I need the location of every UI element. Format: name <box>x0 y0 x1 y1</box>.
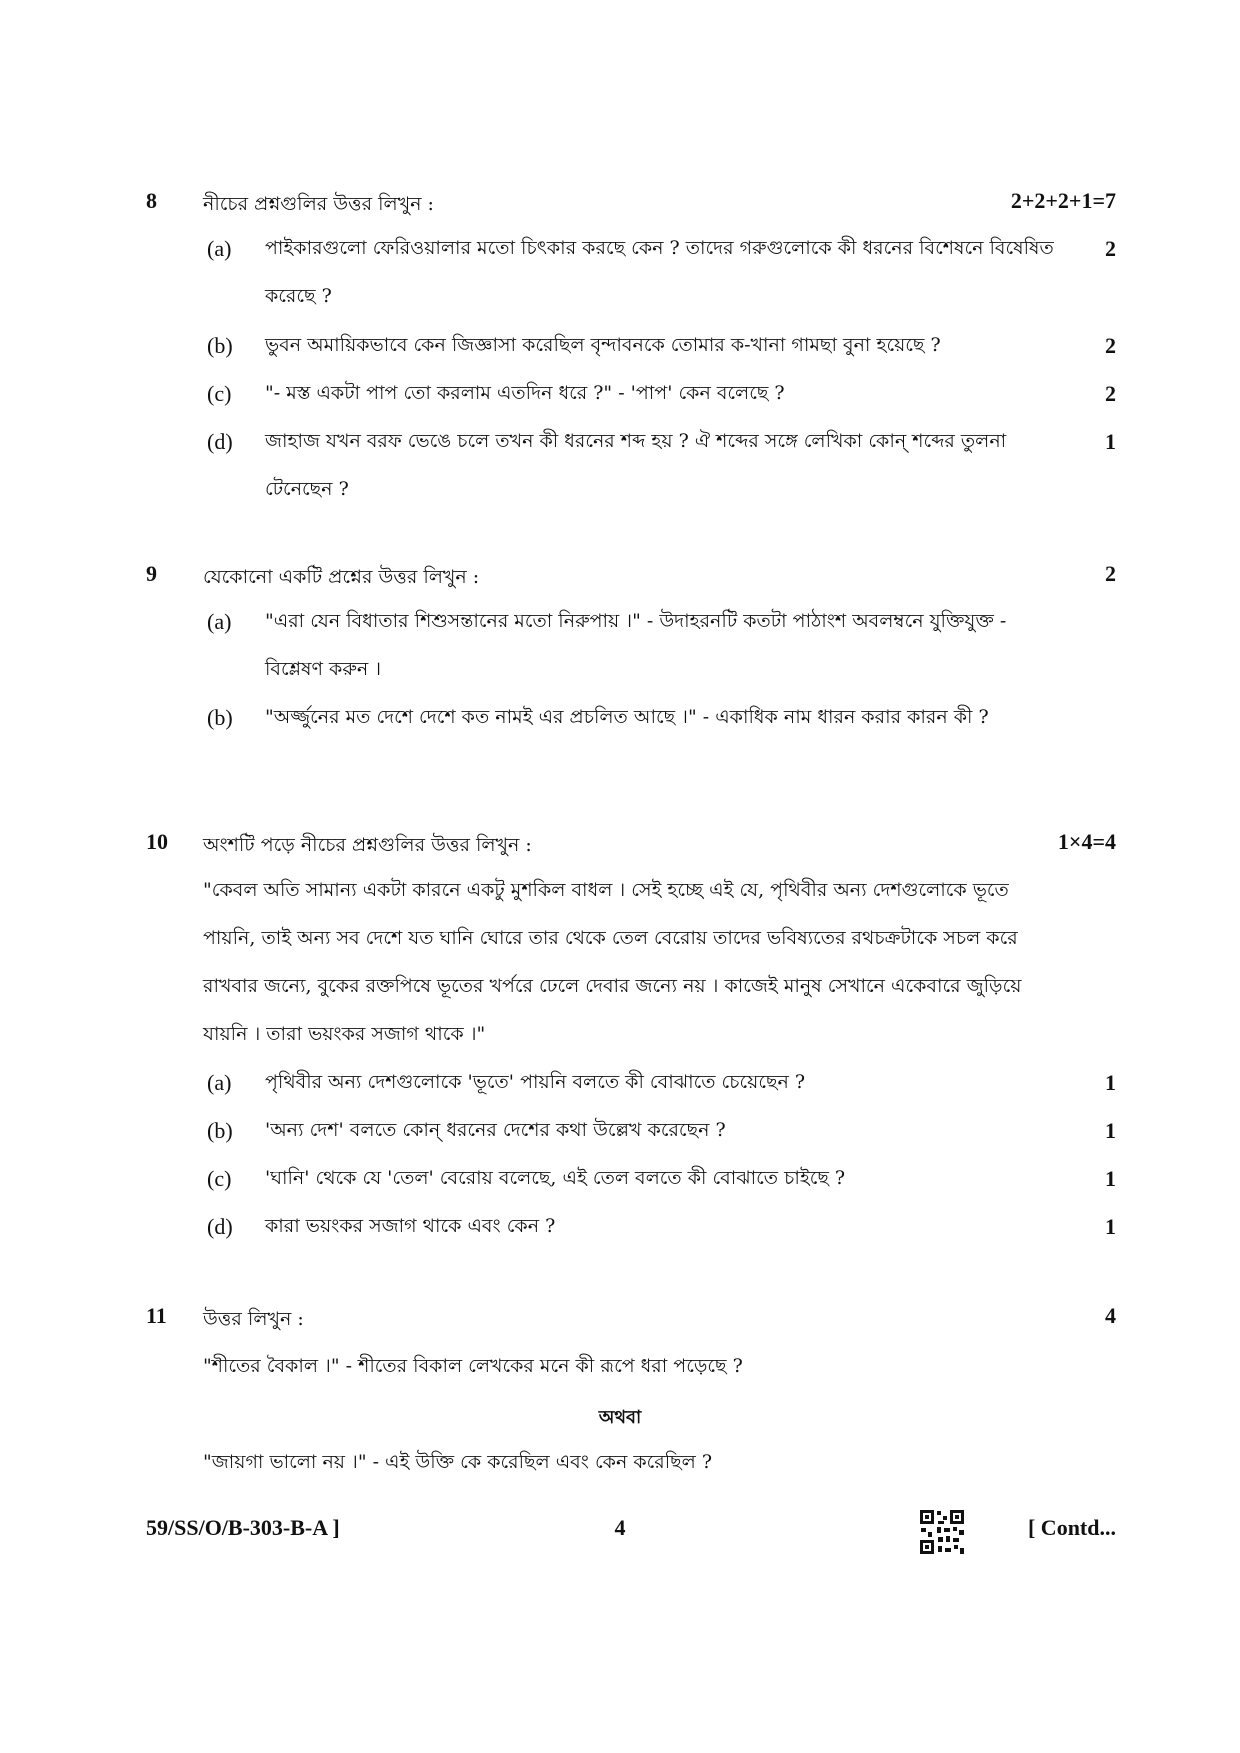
question-number: 9 <box>146 561 157 586</box>
part-text: "এরা যেন বিধাতার শিশুসন্তানের মতো নিরুপায় ।" - উদাহরনটি কতটা পাঠাংশ অবলম্বনে যুক্তিযুক্ত - বিশ্লেষণ করুন । <box>265 610 1007 680</box>
question-instruction: নীচের প্রশ্নগুলির উত্তর লিখুন : <box>203 193 434 215</box>
part-marks: 1 <box>1105 429 1116 454</box>
part-marks: 2 <box>1105 236 1116 261</box>
or-divider: অথবা <box>598 1407 642 1428</box>
part-marks: 2 <box>1105 381 1116 406</box>
part-text: জাহাজ যখন বরফ ভেঙে চলে তখন কী ধরনের শব্দ হয় ? ঐ শব্দের সঙ্গে লেখিকা কোন্ শব্দের তুলনা টেনেছেন ? <box>265 430 1007 500</box>
option-text: "শীতের বৈকাল ।" - শীতের বিকাল লেখকের মনে কী রূপে ধরা পড়েছে ? <box>203 1355 743 1377</box>
passage-text: "কেবল অতি সামান্য একটা কারনে একটু মুশকিল বাধল । সেই হচ্ছে এই যে, পৃথিবীর অন্য দেশগুলোকে ভূতে পায়নি, তাই অন্য সব দেশে যত ঘানি ঘোরে তার থেকে তেল বেরোয় তাদের ভবিষ্যতের রথচক্রটাকে সচল করে রাখবার জন্যে, বুকের রক্তপিষে ভূতের খর্পরে ঢেলে দেবার জন্যে নয় । কাজেই মানুষ সেখানে একেবারে জুড়িয়ে যায়নি । তারা ভয়ংকর সজাগ থাকে ।" <box>203 879 1022 1045</box>
part-label: (b) <box>207 1118 233 1143</box>
question-marks: 1×4=4 <box>1057 829 1116 854</box>
part-text: "অর্জ্জুনের মত দেশে দেশে কত নামই এর প্রচলিত আছে ।" - একাধিক নাম ধারন করার কারন কী ? <box>265 706 989 728</box>
question-number: 10 <box>146 829 168 854</box>
option-text: "জায়গা ভালো নয় ।" - এই উক্তি কে করেছিল এবং কেন করেছিল ? <box>203 1451 713 1473</box>
part-text: পাইকারগুলো ফেরিওয়ালার মতো চিৎকার করছে কেন ? তাদের গরুগুলোকে কী ধরনের বিশেষনে বিষেষিত করেছে ? <box>265 237 1054 307</box>
part-label: (a) <box>207 236 232 261</box>
question-instruction: উত্তর লিখুন : <box>203 1308 304 1330</box>
part-text: ভুবন অমায়িকভাবে কেন জিজ্ঞাসা করেছিল বৃন্দাবনকে তোমার ক-খানা গামছা বুনা হয়েছে ? <box>265 334 941 356</box>
part-label: (a) <box>207 1070 232 1095</box>
part-label: (b) <box>207 333 233 358</box>
part-text: 'ঘানি' থেকে যে 'তেল' বেরোয় বলেছে, এই তেল বলতে কী বোঝাতে চাইছে ? <box>265 1167 846 1189</box>
part-marks: 1 <box>1105 1166 1116 1191</box>
part-label: (c) <box>207 381 232 406</box>
part-text: 'অন্য দেশ' বলতে কোন্ ধরনের দেশের কথা উল্লেখ করেছেন ? <box>265 1119 726 1141</box>
question-number: 11 <box>146 1303 167 1328</box>
part-text: কারা ভয়ংকর সজাগ থাকে এবং কেন ? <box>265 1215 556 1237</box>
question-marks: 2 <box>1105 561 1116 586</box>
part-marks: 1 <box>1105 1214 1116 1239</box>
question-instruction: যেকোনো একটি প্রশ্নের উত্তর লিখুন : <box>203 566 480 588</box>
question-marks: 4 <box>1105 1303 1116 1328</box>
part-marks: 1 <box>1105 1118 1116 1143</box>
question-instruction: অংশটি পড়ে নীচের প্রশ্নগুলির উত্তর লিখুন : <box>203 834 532 856</box>
part-label: (c) <box>207 1166 232 1191</box>
part-label: (a) <box>207 609 232 634</box>
qr-code-icon <box>918 1508 966 1556</box>
paper-code: 59/SS/O/B-303-B-A ] <box>146 1515 340 1540</box>
part-marks: 1 <box>1105 1070 1116 1095</box>
question-number: 8 <box>146 188 157 213</box>
part-text: পৃথিবীর অন্য দেশগুলোকে 'ভূতে' পায়নি বলতে কী বোঝাতে চেয়েছেন ? <box>265 1071 806 1093</box>
question-marks: 2+2+2+1=7 <box>1010 188 1116 213</box>
page-number: 4 <box>614 1515 626 1540</box>
part-label: (b) <box>207 705 233 730</box>
part-label: (d) <box>207 1214 233 1239</box>
part-text: "- মস্ত একটা পাপ তো করলাম এতদিন ধরে ?" - 'পাপ' কেন বলেছে ? <box>265 382 785 404</box>
continued-label: [ Contd... <box>1027 1515 1116 1540</box>
part-marks: 2 <box>1105 333 1116 358</box>
part-label: (d) <box>207 429 233 454</box>
